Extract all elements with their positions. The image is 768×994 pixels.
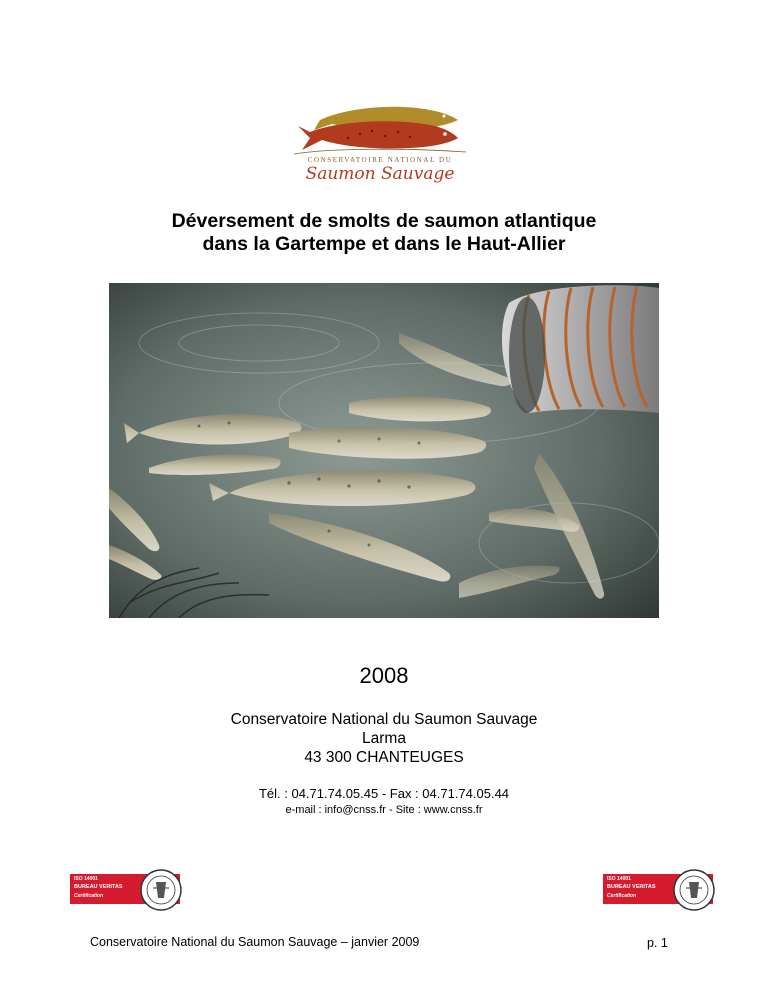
logo-line-2: Saumon Sauvage: [305, 164, 455, 184]
email-site-line: e-mail : info@cnss.fr - Site : www.cnss.fr: [285, 804, 483, 816]
bureau-veritas-badge-right: [603, 868, 713, 912]
smolts-photo: [109, 283, 659, 618]
report-year: 2008: [359, 663, 409, 688]
logo-line-1: CONSERVATOIRE NATIONAL DU: [307, 156, 453, 164]
page-footer-text: Conservatoire National du Saumon Sauvage – janvier 2009: [90, 935, 420, 949]
page-number: p. 1: [647, 936, 668, 950]
veritas-seal-icon: [673, 868, 715, 912]
address-place: Larma: [362, 730, 406, 747]
phone-fax-line: Tél. : 04.71.74.05.45 - Fax : 04.71.74.05.44: [258, 786, 510, 801]
veritas-seal-icon: [140, 868, 182, 912]
badge-iso: ISO 14001: [607, 876, 631, 882]
badge-org: BUREAU VERITAS: [607, 884, 656, 890]
salmon-logo-icon: [290, 98, 470, 158]
badge-label: Certification: [74, 893, 104, 899]
title-line-1: Déversement de smolts de saumon atlantique: [171, 210, 597, 232]
badge-label: Certification: [607, 893, 637, 899]
cnss-logo: [290, 98, 470, 190]
address-city: 43 300 CHANTEUGES: [304, 749, 464, 766]
badge-iso: ISO 14001: [74, 876, 98, 882]
document-title: [60, 210, 708, 256]
title-line-2: dans la Gartempe et dans le Haut-Allier: [202, 233, 566, 255]
address-organization: Conservatoire National du Saumon Sauvage: [230, 711, 538, 728]
bureau-veritas-badge-left: [70, 868, 180, 912]
badge-org: BUREAU VERITAS: [74, 884, 123, 890]
